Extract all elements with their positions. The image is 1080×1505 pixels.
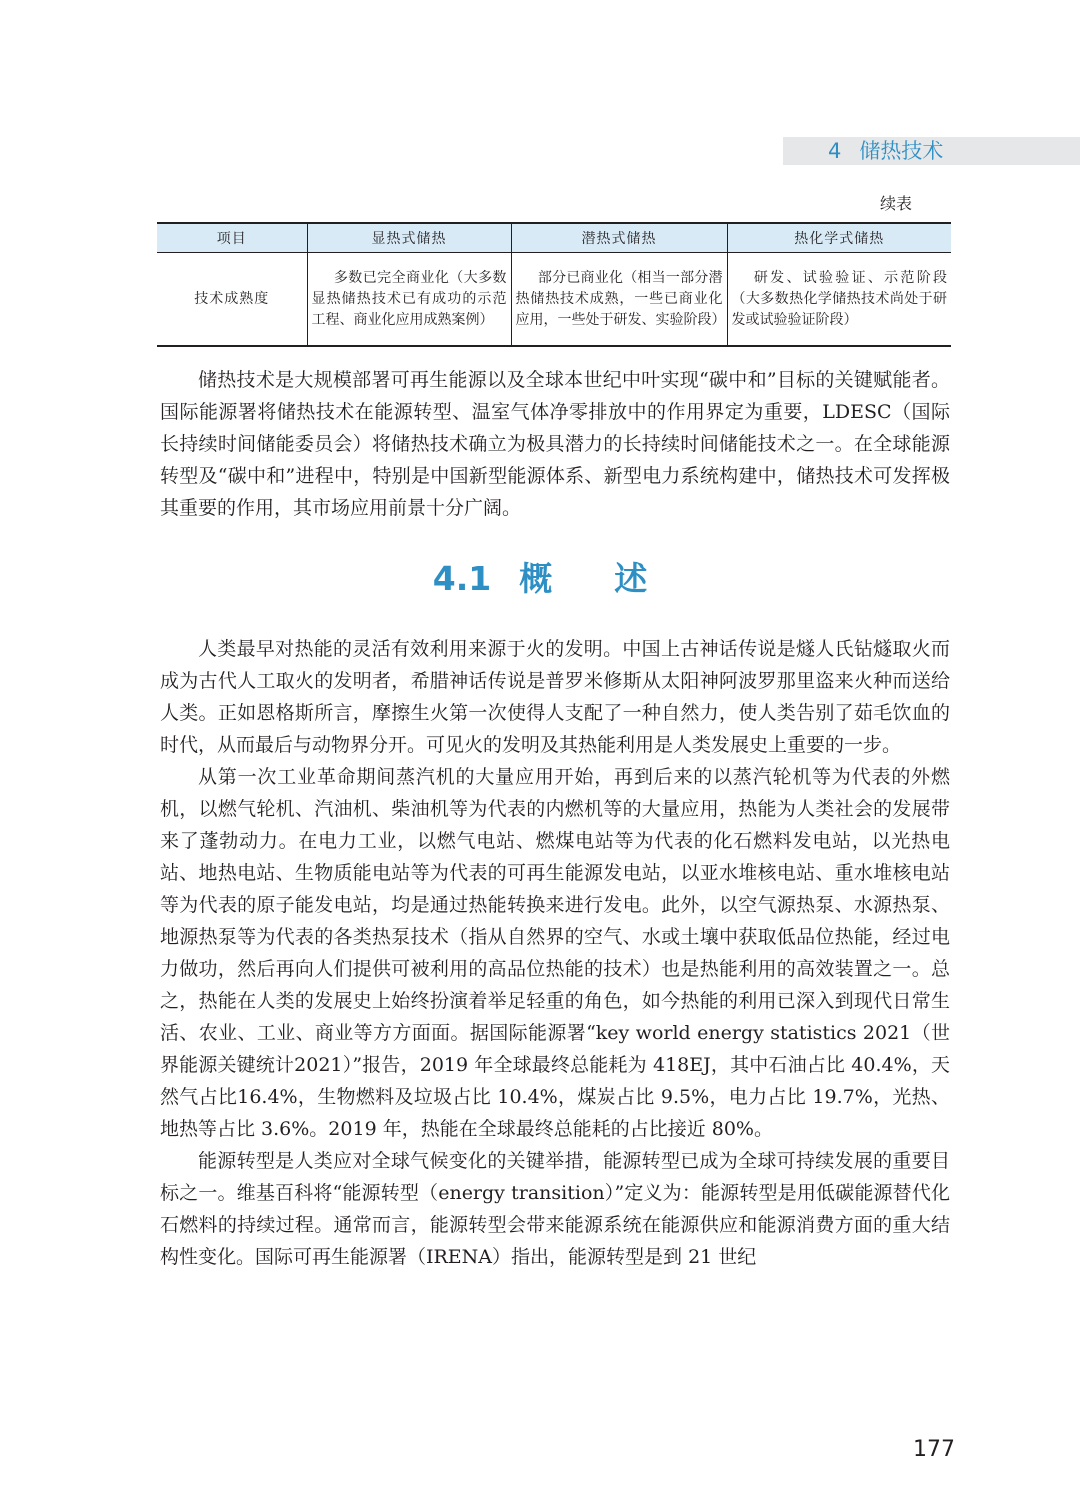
cell-latent-text: 部分已商业化（相当一部分潜热储热技术成熟，一些已商业化应用，一些处于研发、实验阶段）: [515, 269, 726, 328]
table-header-row: [157, 223, 951, 253]
header-latent-heat: 潜热式储热: [511, 223, 727, 253]
section-title: 概述: [519, 559, 710, 598]
page-number: 177: [913, 1437, 955, 1462]
intro-paragraph: 储热技术是大规模部署可再生能源以及全球本世纪中叶实现“碳中和”目标的关键赋能者。国际能源署将储热技术在能源转型、温室气体净零排放中的作用界定为重要，LDESC（国际长持续时间储能委员会）将储热技术确立为极具潜力的长持续时间储能技术之一。在全球能源转型及“碳中和”进程中，特别是中国新型能源体系、新型电力系统构建中，储热技术可发挥极其重要的作用，其市场应用前景十分广阔。: [160, 369, 950, 519]
chapter-number: 4: [828, 139, 842, 163]
section-number: 4.1: [432, 559, 492, 598]
paragraph-industrial-heat: 从第一次工业革命期间蒸汽机的大量应用开始，再到后来的以蒸汽轮机等为代表的外燃机，以燃气轮机、汽油机、柴油机等为代表的内燃机等的大量应用，热能为人类社会的发展带来了蓬勃动力。在电力工业，以燃气电站、燃煤电站等为代表的化石燃料发电站，以光热电站、地热电站、生物质能电站等为代表的可再生能源发电站，以亚水堆核电站、重水堆核电站等为代表的原子能发电站，均是通过热能转换来进行发电。此外，以空气源热泵、水源热泵、地源热泵等为代表的各类热泵技术（指从自然界的空气、水或土壤中获取低品位热能，经过电力做功，然后再向人们提供可被利用的高品位热能的技术）也是热能利用的高效装置之一。总之，热能在人类的发展史上始终扮演着举足轻重的角色，如今热能的利用已深入到现代日常生活、农业、工业、商业等方方面面。据国际能源署“key world energy statistics 2021（世界能源关键统计2021）”报告，2019 年全球最终总能耗为 418EJ，其中石油占比 40.4%，天然气占比16.4%，生物燃料及垃圾占比 10.4%，煤炭占比 9.5%，电力占比 19.7%，光热、地热等占比 3.6%。2019 年，热能在全球最终总能耗的占比接近 80%。: [160, 766, 950, 1140]
chapter-title: 储热技术: [859, 139, 944, 163]
intro-text: [160, 364, 950, 524]
storage-comparison-table: [157, 222, 951, 347]
header-thermochemical: 热化学式储热: [727, 223, 951, 253]
chapter-header: [828, 138, 943, 164]
cell-sensible-maturity: [307, 253, 511, 347]
section-heading: [0, 556, 1080, 602]
section-body: [160, 633, 950, 1273]
table-continued-label: 续表: [880, 194, 913, 213]
header-sensible-heat: 显热式储热: [307, 223, 511, 253]
paragraph-fire-origin: 人类最早对热能的灵活有效利用来源于火的发明。中国上古神话传说是燧人氏钻燧取火而成为古代人工取火的发明者，希腊神话传说是普罗米修斯从太阳神阿波罗那里盗来火种而送给人类。正如恩格斯所言，摩擦生火第一次使得人支配了一种自然力，使人类告别了茹毛饮血的时代，从而最后与动物界分开。可见火的发明及其热能利用是人类发展史上重要的一步。: [160, 638, 950, 756]
cell-latent-maturity: [511, 253, 727, 347]
cell-thermochemical-maturity: [727, 253, 951, 347]
cell-thermochemical-text: 研发、试验验证、示范阶段（大多数热化学储热技术尚处于研发或试验验证阶段）: [731, 269, 947, 328]
table-row: [157, 253, 951, 347]
row-label-maturity: 技术成熟度: [157, 253, 307, 347]
cell-sensible-text: 多数已完全商业化（大多数显热储热技术已有成功的示范工程、商业化应用成熟案例）: [311, 269, 507, 328]
header-item: 项目: [157, 223, 307, 253]
paragraph-energy-transition: 能源转型是人类应对全球气候变化的关键举措，能源转型已成为全球可持续发展的重要目标之一。维基百科将“能源转型（energy transition）”定义为：能源转型是用低碳能源替代化石燃料的持续过程。通常而言，能源转型会带来能源系统在能源供应和能源消费方面的重大结构性变化。国际可再生能源署（IRENA）指出，能源转型是到 21 世纪: [160, 1150, 950, 1268]
